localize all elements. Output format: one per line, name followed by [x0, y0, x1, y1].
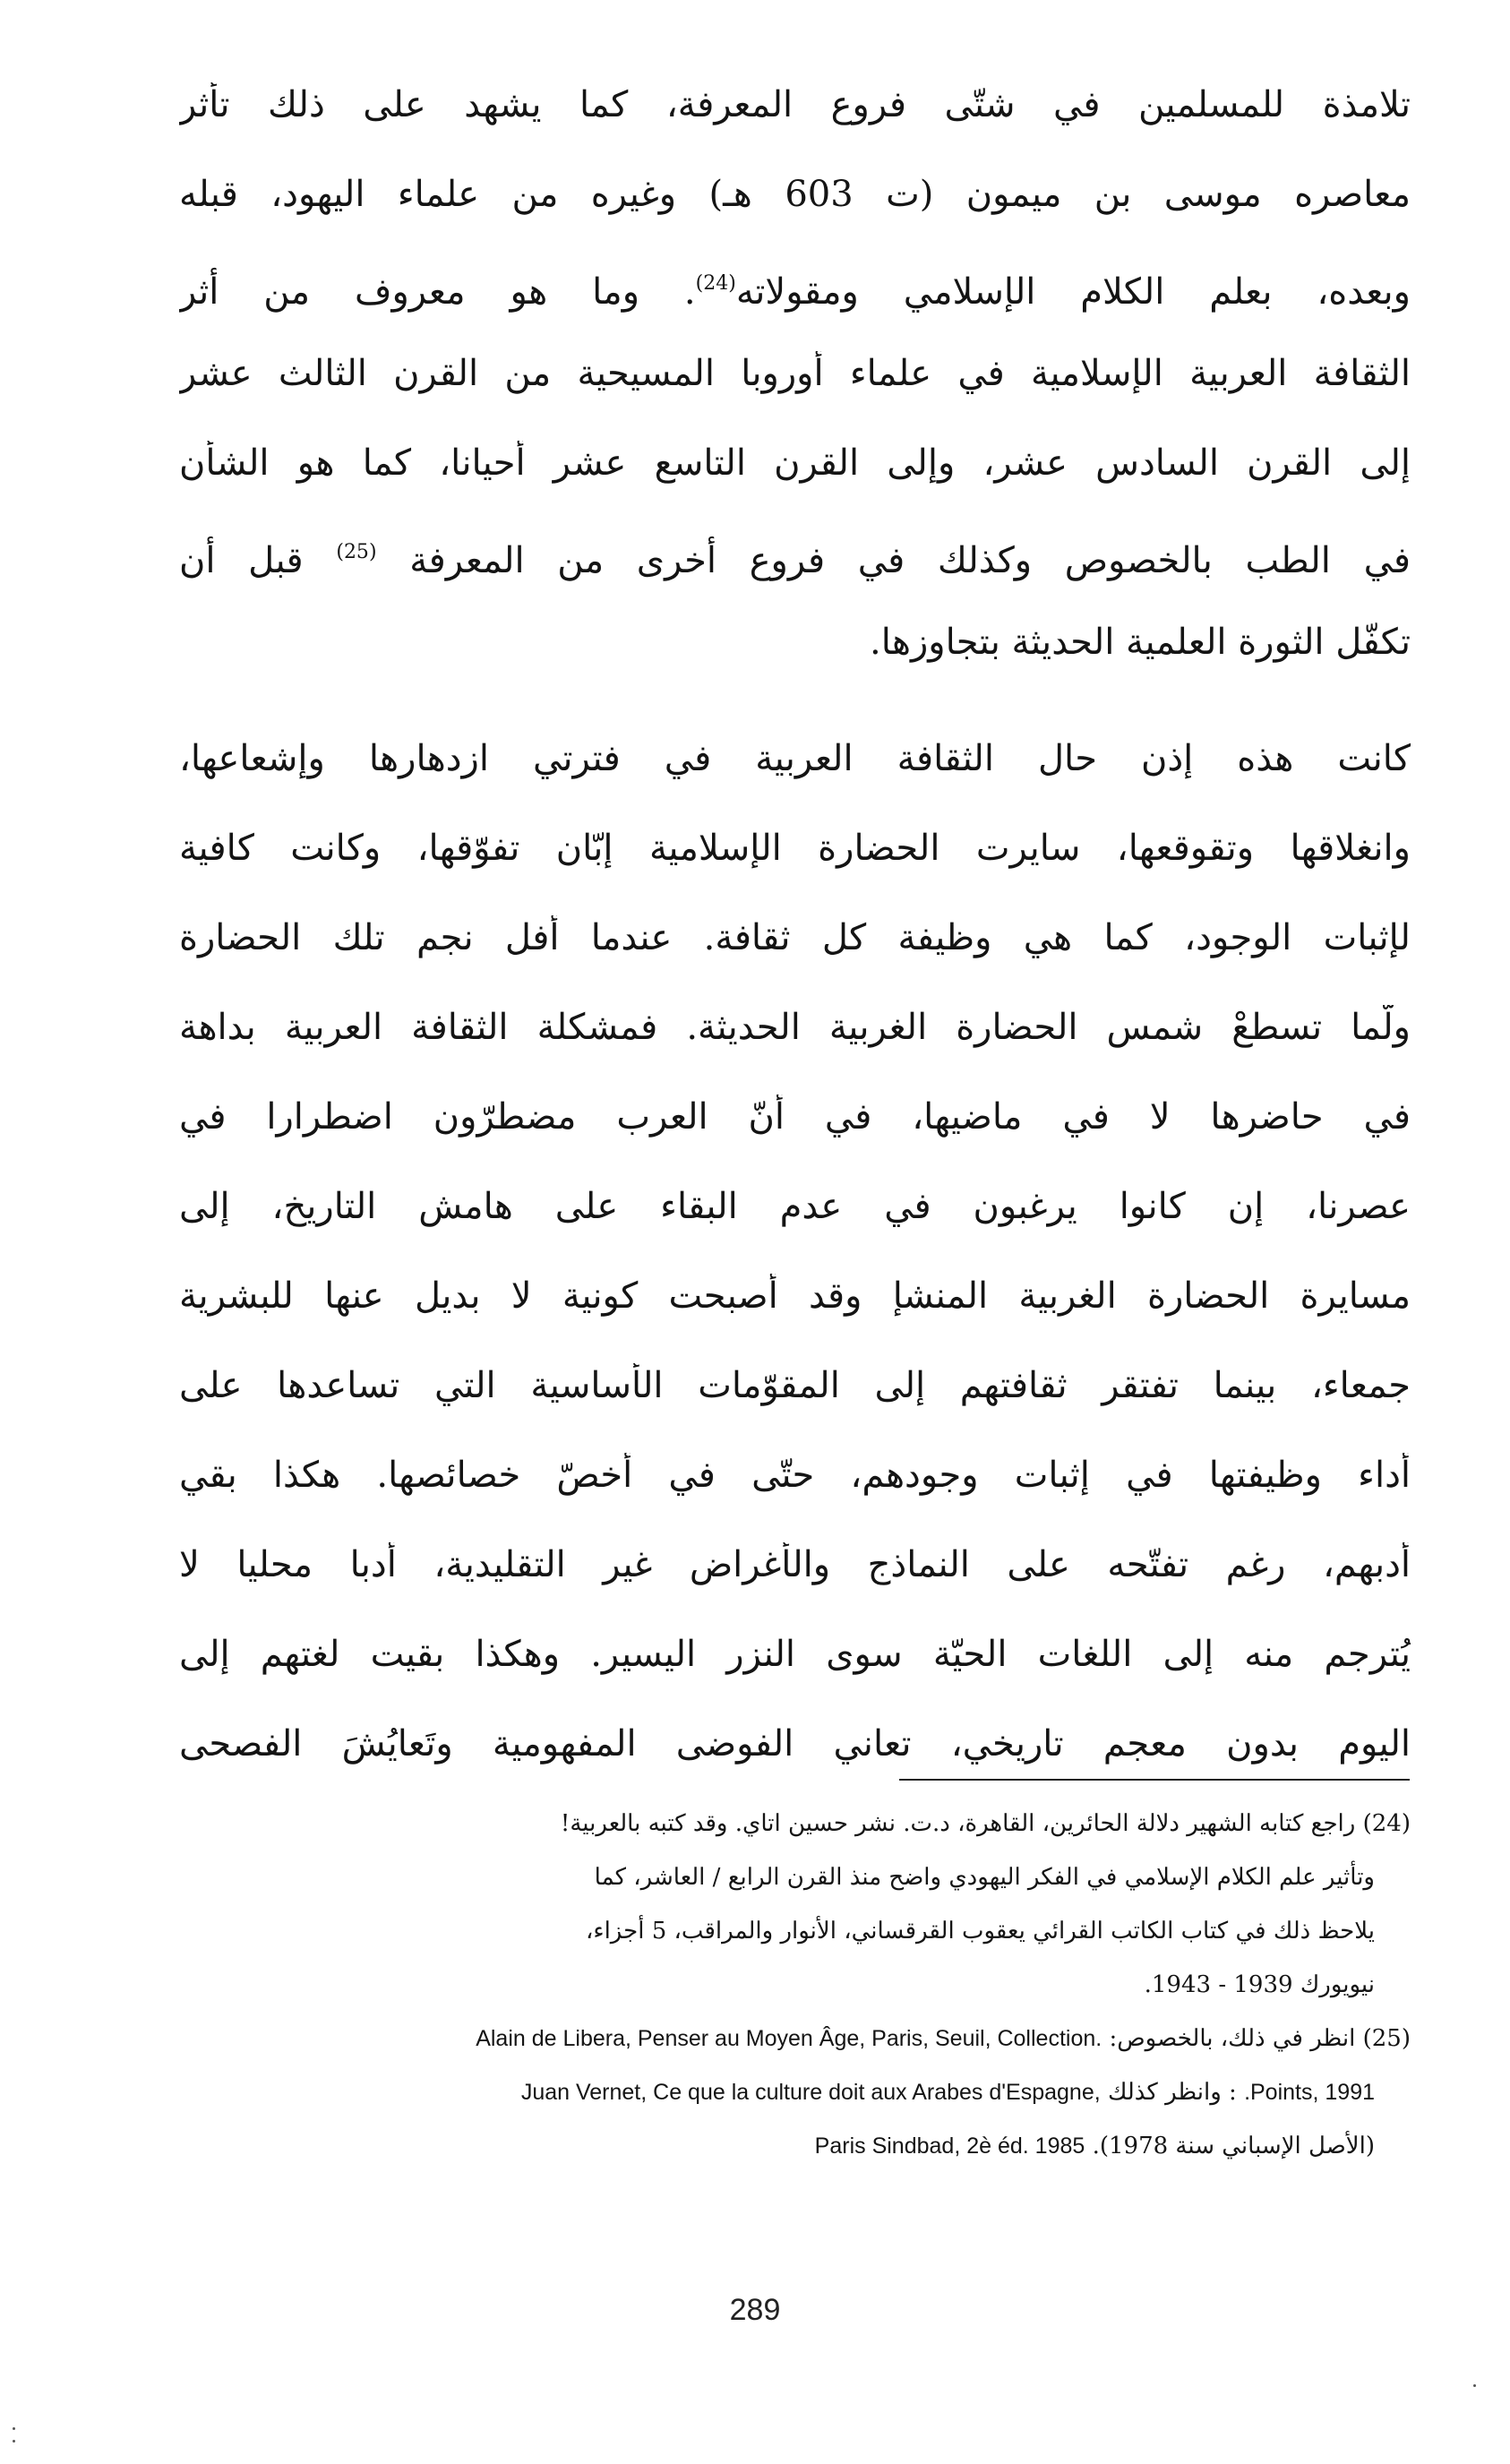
text-line: وانغلاقها وتقوقعها، سايرت الحضارة الإسلامية إبّان تفوّقها، وكانت كافية	[179, 828, 1411, 869]
text-line-part: قبل أن	[179, 540, 304, 581]
footnote-marker-25: (25)	[336, 541, 377, 563]
footnote-25-latin: Paris Sindbad, 2è éd. 1985	[814, 2133, 1085, 2159]
text-line: يُترجم منه إلى اللغات الحيّة سوى النزر اليسير. وهكذا بقيت لغتهم إلى	[179, 1634, 1411, 1675]
text-line: الثقافة العربية الإسلامية في علماء أوروبا المسيحية من القرن الثالث عشر	[179, 353, 1411, 394]
text-line: ولّما تسطعْ شمس الحضارة الغربية الحديثة. فمشكلة الثقافة العربية بداهة	[179, 1007, 1411, 1048]
footnote-marker-24: (24)	[695, 272, 736, 295]
footnote-25-line	[179, 2065, 1411, 2119]
text-line: إلى القرن السادس عشر، وإلى القرن التاسع عشر أحيانا، كما هو الشأن	[179, 442, 1411, 484]
footnote-25-line	[179, 2012, 1411, 2065]
text-line	[179, 262, 1411, 351]
footnote-24-line: يلاحظ ذلك في كتاب الكاتب القرائي يعقوب القرقساني، الأنوار والمراقب، 5 أجزاء،	[585, 1918, 1375, 1945]
footnote-25-latin: Alain de Libera, Penser au Moyen Âge, Paris, Seuil, Collection.	[476, 2026, 1102, 2051]
footnote-25-line	[179, 2119, 1411, 2173]
footnote-25-arabic: (25) انظر في ذلك، بالخصوص:	[1109, 2025, 1411, 2052]
text-line-part: في الطب بالخصوص وكذلك في فروع أخرى من المعرفة	[409, 540, 1411, 581]
scan-speck	[1473, 2384, 1476, 2387]
text-line-part: وبعده، بعلم الكلام الإسلامي ومقولاته	[735, 271, 1411, 313]
footnote-24-line: نيويورك 1939 - 1943.	[1144, 1971, 1375, 1998]
scan-speck	[13, 2427, 15, 2430]
text-line	[179, 530, 1411, 620]
footnote-24-line: (24) راجع كتابه الشهير دلالة الحائرين، القاهرة، د.ت. نشر حسين اتاي. وقد كتبه بالعربية!	[560, 1810, 1411, 1837]
text-line: عصرنا، إن كانوا يرغبون في عدم البقاء على هامش التاريخ، إلى	[179, 1186, 1411, 1227]
footnote-25-arabic: : وانظر كذلك	[1107, 2079, 1237, 2106]
text-line: مسايرة الحضارة الغربية المنشإ وقد أصبحت كونية لا بديل عنها للبشرية	[179, 1275, 1411, 1317]
text-line: أداء وظيفتها في إثبات وجودهم، حتّى في أخصّ خصائصها. هكذا بقي	[179, 1455, 1411, 1496]
footnote-24-line: وتأثير علم الكلام الإسلامي في الفكر اليهودي واضح منذ القرن الرابع / العاشر، كما	[594, 1864, 1375, 1891]
paragraph-break	[179, 709, 1411, 736]
text-line: كانت هذه إذن حال الثقافة العربية في فترتي ازدهارها وإشعاعها،	[179, 738, 1411, 779]
main-text-block	[179, 82, 1411, 1811]
text-line: تلامذة للمسلمين في شتّى فروع المعرفة، كما يشهد على ذلك تأثر	[179, 84, 1411, 125]
page-number: 289	[729, 2293, 781, 2327]
footnote-25-latin: Juan Vernet, Ce que la culture doit aux Arabes d'Espagne,	[520, 2080, 1101, 2105]
footnote-25-arabic: (الأصل الإسباني سنة 1978).	[1092, 2133, 1375, 2159]
text-line: جمعاء، بينما تفتقر ثقافتهم إلى المقوّمات الأساسية التي تساعدها على	[179, 1365, 1411, 1406]
footnote-separator-rule	[899, 1779, 1410, 1781]
footnotes-block	[179, 1797, 1411, 2173]
text-line: في حاضرها لا في ماضيها، في أنّ العرب مضطرّون اضطرارا في	[179, 1096, 1411, 1138]
text-line: لإثبات الوجود، كما هي وظيفة كل ثقافة. عندما أفل نجم تلك الحضارة	[179, 917, 1411, 958]
text-line: تكفّل الثورة العلمية الحديثة بتجاوزها.	[869, 622, 1411, 663]
text-line-part: . وما هو معروف من أثر	[179, 271, 696, 313]
scan-speck	[13, 2440, 15, 2443]
text-line: أدبهم، رغم تفتّحه على النماذج والأغراض غير التقليدية، أدبا محليا لا	[179, 1544, 1411, 1585]
text-line: معاصره موسى بن ميمون (ت 603 هـ) وغيره من علماء اليهود، قبله	[179, 174, 1411, 215]
footnote-25-latin: .Points, 1991	[1244, 2080, 1375, 2105]
text-line: اليوم بدون معجم تاريخي، تعاني الفوضى المفهومية وتَعايُشَ الفصحى	[179, 1723, 1411, 1764]
